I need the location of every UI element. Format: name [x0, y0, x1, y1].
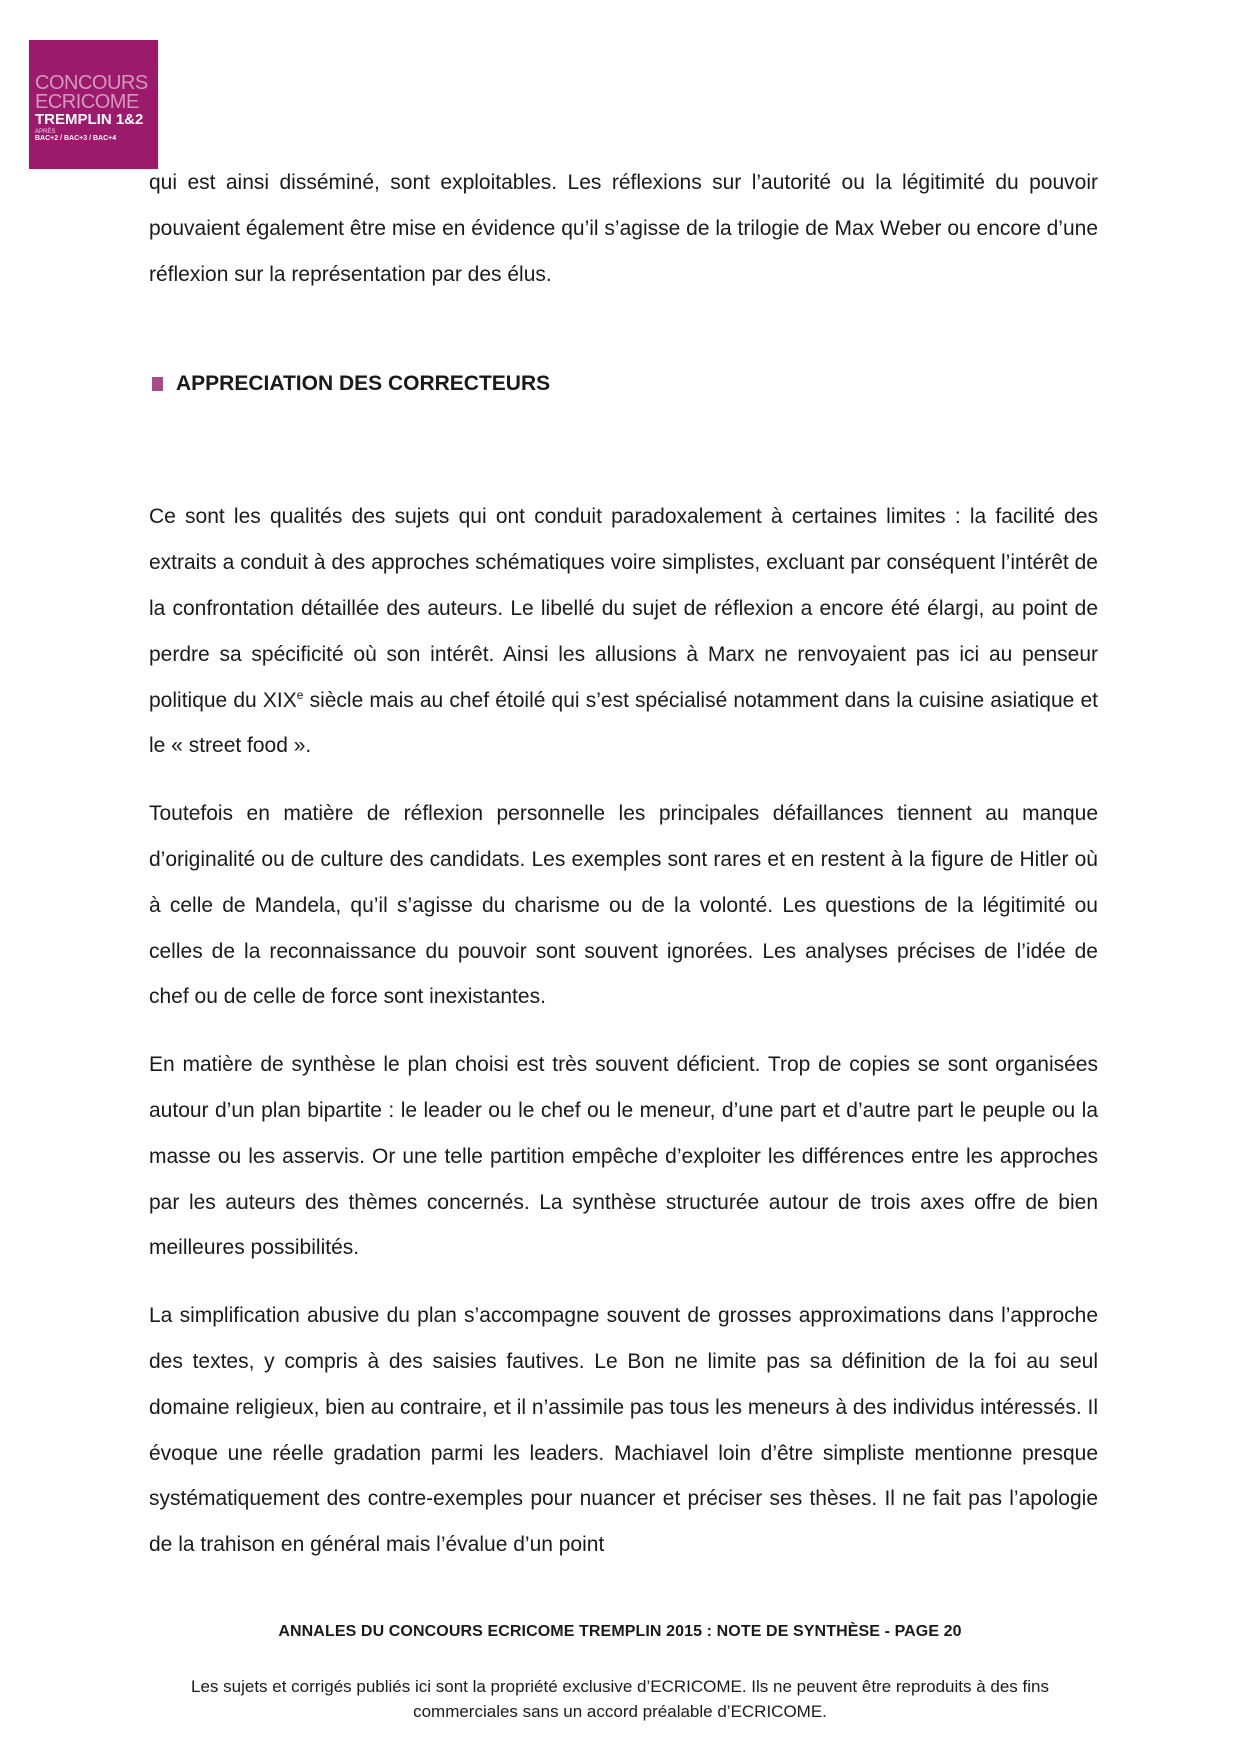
- section-heading: [152, 372, 1098, 396]
- intro-paragraph: qui est ainsi disséminé, sont exploitables. Les réflexions sur l’autorité ou la légitimité du pouvoir pouvaient également être mise en évidence qu’il s’agisse de la trilogie de Max Weber ou encore d’une réflexion sur la représentation par des élus.: [149, 171, 1098, 286]
- paragraph-1: [149, 494, 1098, 769]
- footer-title: ANNALES DU CONCOURS ECRICOME TREMPLIN 2015 : NOTE DE SYNTHÈSE - PAGE 20: [278, 1623, 962, 1640]
- ecricome-logo: [29, 40, 158, 169]
- paragraph-4: La simplification abusive du plan s’accompagne souvent de grosses approximations dans l’approche des textes, y compris à des saisies fautives. Le Bon ne limite pas sa définition de la foi au seul domaine religieux, bien au contraire, et il n’assimile pas tous les meneurs à des individus intéressés. Il évoque une réelle gradation parmi les leaders. Machiavel loin d’être simpliste mentionne presque systématiquement des contre-exemples pour nuancer et préciser ses thèses. Il ne fait pas l’apologie de la trahison en général mais l’évalue d’un point: [149, 1304, 1098, 1557]
- square-bullet-icon: [152, 377, 163, 391]
- logo-line-tremplin: TREMPLIN 1&2: [35, 111, 144, 128]
- paragraph-3: En matière de synthèse le plan choisi est très souvent déficient. Trop de copies se sont organisées autour d’un plan bipartite : le leader ou le chef ou le meneur, d’une part et d’autre part le peuple ou la masse ou les asservis. Or une telle partition empêche d’exploiter les différences entre les approches par les auteurs des thèmes concernés. La synthèse structurée autour de trois axes offre de bien meilleures possibilités.: [149, 1053, 1098, 1260]
- superscript-e: e: [296, 687, 304, 702]
- document-body: [149, 160, 1098, 1590]
- paragraph-2: Toutefois en matière de réflexion personnelle les principales défaillances tiennent au manque d’originalité ou de culture des candidats. Les exemples sont rares et en restent à la figure de Hitler où à celle de Mandela, qu’il s’agisse du charisme ou de la volonté. Les questions de la légitimité ou celles de la reconnaissance du pouvoir sont souvent ignorées. Les analyses précises de l’idée de chef ou de celle de force sont inexistantes.: [149, 802, 1098, 1009]
- section-heading-text: APPRECIATION DES CORRECTEURS: [176, 372, 551, 396]
- logo-line-levels: BAC+2 / BAC+3 / BAC+4: [35, 135, 117, 142]
- logo-line-ecricome: ECRICOME: [35, 91, 139, 113]
- paragraph-1-text: Ce sont les qualités des sujets qui ont conduit paradoxalement à certaines limites : la facilité des extraits a conduit à des approches schématiques voire simplistes, excluant par conséquent l’intérêt de la confrontation détaillée des auteurs. Le libellé du sujet de réflexion a encore été élargi, au point de perdre sa spécificité où son intérêt. Ainsi les allusions à Marx ne renvoyaient pas ici au penseur politique du XIX: [149, 505, 1098, 712]
- paragraph-1-text-end: siècle mais au chef étoilé qui s’est spécialisé notamment dans la cuisine asiatique et le « street food ».: [149, 688, 1099, 758]
- logo-line-concours: CONCOURS: [35, 72, 148, 94]
- logo-line-apres: APRÈS: [35, 129, 56, 135]
- footer-copyright-note: Les sujets et corrigés publiés ici sont la propriété exclusive d’ECRICOME. Ils ne peuvent être reproduits à des fins commerciales sans un accord préalable d’ECRICOME.: [191, 1677, 1049, 1721]
